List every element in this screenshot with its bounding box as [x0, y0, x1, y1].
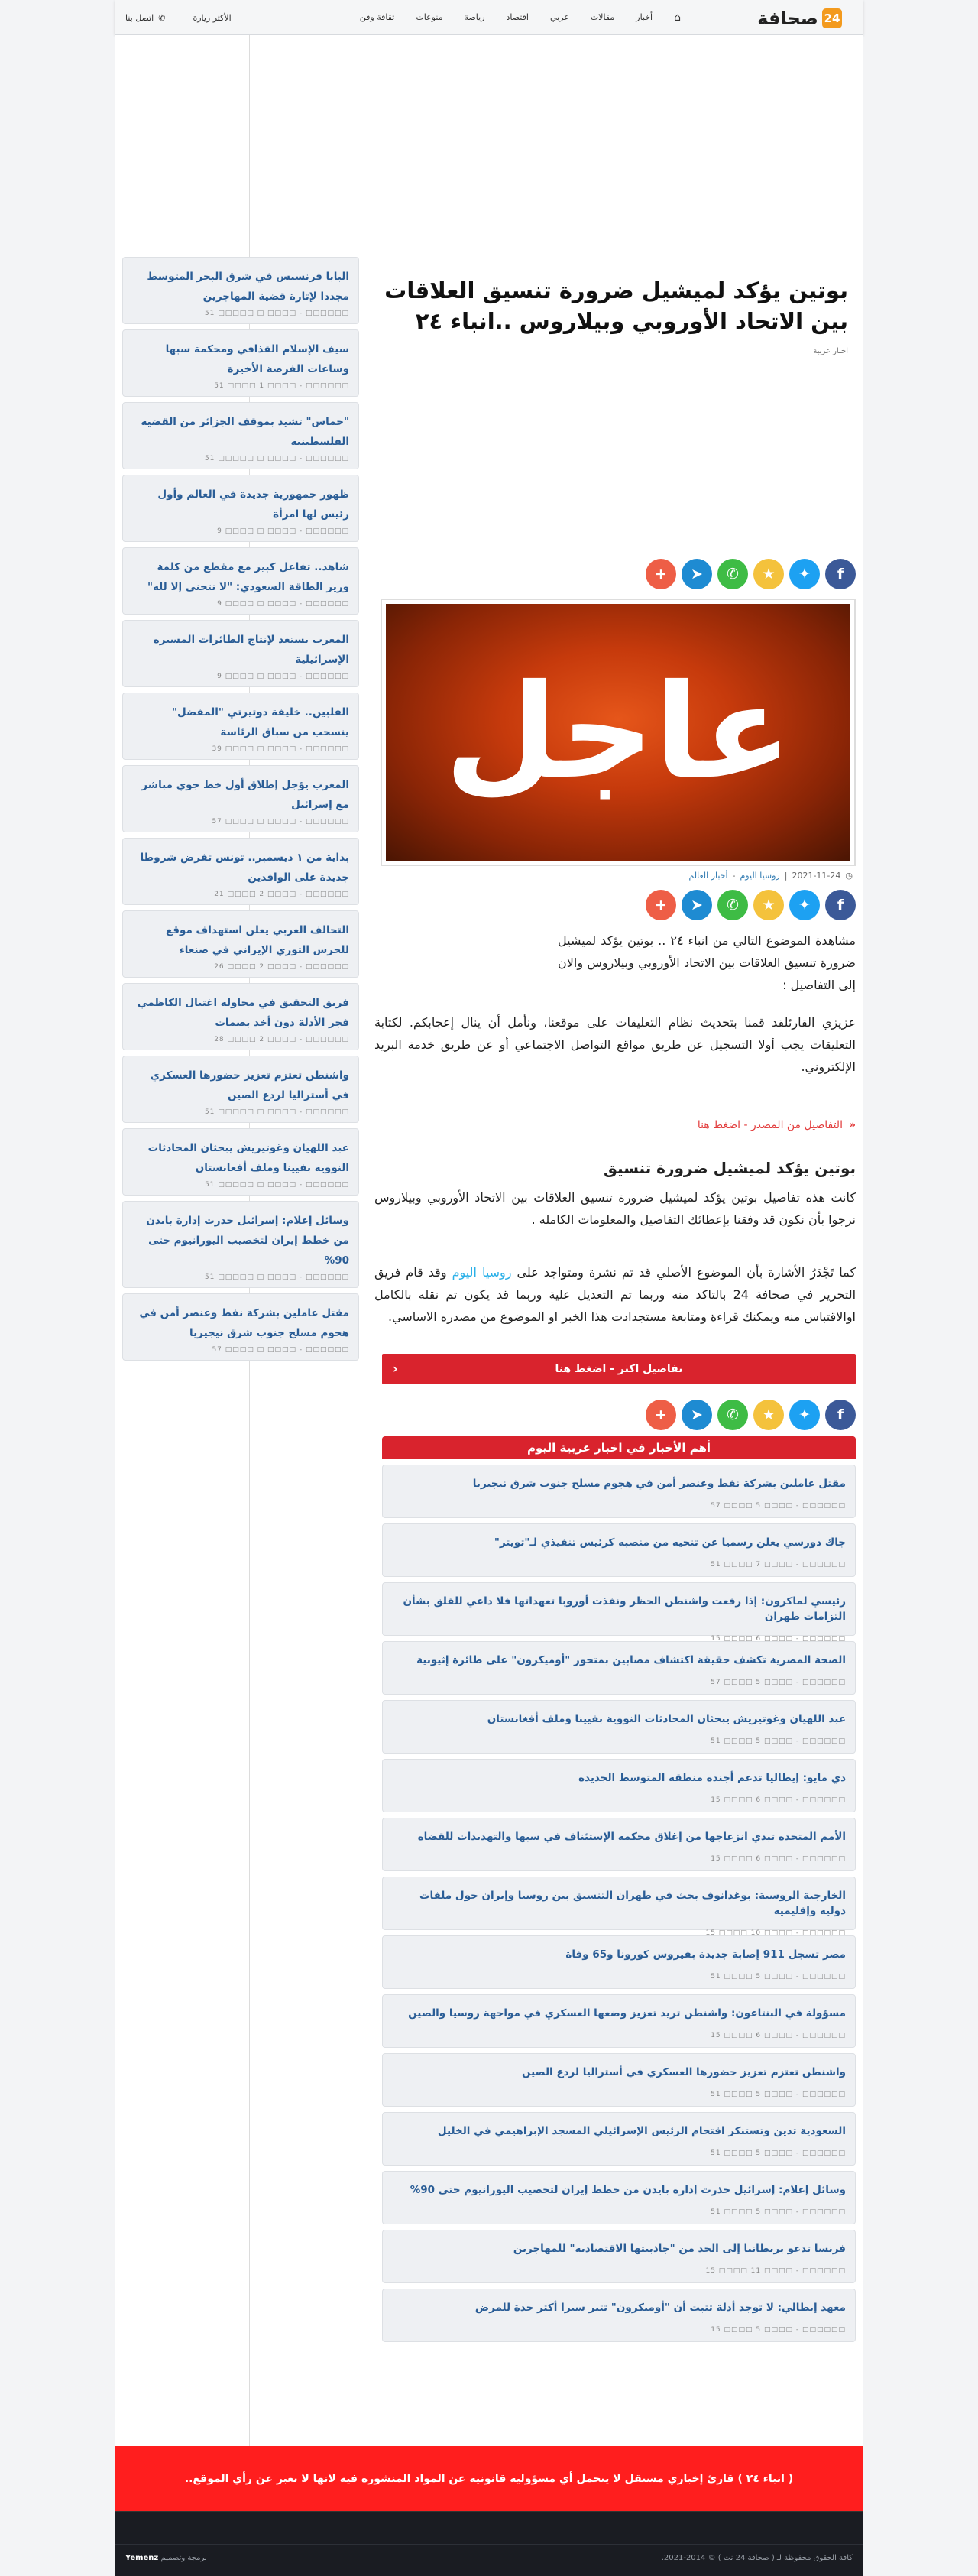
twitter-icon[interactable]: ✦	[789, 559, 820, 589]
hero-image	[381, 599, 856, 866]
top-news-item[interactable]	[382, 1465, 856, 1518]
most-visited-link[interactable]: الأكثر زيارة	[193, 12, 232, 23]
sidebar-news-title[interactable]: شاهد.. تفاعل كبير مع مقطع من كلمة وزير الطاقة السعودي: "لا نتحنى إلا لله"	[147, 561, 349, 593]
top-news-meta: □□□□□□ - □□□□ 5 □□□□ 51	[711, 2091, 846, 2098]
site-logo[interactable]	[757, 7, 842, 30]
star-icon[interactable]: ★	[753, 559, 784, 589]
more-details-button[interactable]	[382, 1354, 856, 1384]
sidebar-news-title[interactable]: المغرب يؤجل إطلاق أول خط جوي مباشر مع إسرائيل	[141, 779, 349, 811]
disclaimer-text: ( انباء ٢٤ ) قارئ إخباري مستقل لا يتحمل أي مسؤولية قانونية عن المواد المنشورة فيه لانها لا تعبر عن رأي الموقع..	[184, 2472, 794, 2485]
sidebar-news-meta: □□□□□□ - □□□□ □ □□□□ 9	[217, 527, 349, 535]
article-intro: مشاهدة الموضوع التالي من انباء ٢٤ .. بوتين يؤكد لميشيل ضرورة تنسيق العلاقات بين الاتحاد الأوروبي وبيلاروس والان إلى التفاصيل :	[558, 933, 856, 992]
top-news-heading: أهم الأخبار في اخبار عربية اليوم	[382, 1436, 856, 1459]
article-date: 2021-11-24	[792, 871, 841, 881]
top-news-meta: □□□□□□ - □□□□ 5 □□□□ 51	[711, 2149, 846, 2157]
sidebar-news-title[interactable]: سيف الإسلام القذافي ومحكمة سبها وساعات الفرصة الأخيرة	[165, 343, 349, 375]
article-source-link[interactable]: روسيا اليوم	[740, 871, 780, 881]
sidebar-news-meta: □□□□□□ - □□□□ 1 □□□□ 51	[214, 382, 349, 390]
top-news-item[interactable]	[382, 1700, 856, 1754]
share-bar-bottom	[374, 1400, 856, 1430]
sidebar-news-title[interactable]: ظهور جمهورية جديدة في العالم وأول رئيس لها امرأة	[157, 488, 349, 521]
copyright-text: كافة الحقوق محفوظة لـ ( صحافة 24 نت ) © 2014-2021.	[661, 2554, 853, 2562]
twitter-icon[interactable]: ✦	[789, 1400, 820, 1430]
sidebar-news-card[interactable]	[122, 329, 359, 397]
top-navbar	[115, 0, 863, 35]
star-icon[interactable]: ★	[753, 890, 784, 920]
plus-icon[interactable]: +	[646, 559, 676, 589]
sidebar-news-title[interactable]: بداية من ١ ديسمبر.. تونس تفرض شروطا جديدة على الوافدين	[140, 852, 349, 884]
top-news-meta: □□□□□□ - □□□□ 5 □□□□ 51	[711, 1973, 846, 1981]
hero-image-word: عاجل	[444, 657, 792, 808]
nav-item-sports[interactable]: رياضة	[464, 12, 485, 22]
footer	[115, 2511, 863, 2576]
sidebar-news-card[interactable]	[122, 910, 359, 978]
contact-link[interactable]	[125, 13, 165, 23]
whatsapp-icon[interactable]: ✆	[717, 559, 748, 589]
sidebar-news-title[interactable]: البابا فرنسيس في شرق البحر المتوسط مجددا لإثارة قضية المهاجرين	[147, 271, 349, 303]
clock-icon: ◷	[845, 871, 853, 881]
article-section-link[interactable]: أخبار العالم	[688, 871, 728, 881]
sidebar-news-meta: □□□□□□ - □□□□ 2 □□□□ 26	[214, 963, 349, 971]
sidebar-news-title[interactable]: "حماس" تشيد بموقف الجزائر من القضية الفلسطينية	[141, 416, 349, 448]
top-news-item[interactable]	[382, 1523, 856, 1577]
nav-item-economy[interactable]: اقتصاد	[506, 12, 529, 22]
plus-icon[interactable]: +	[646, 890, 676, 920]
top-news-title[interactable]: فرنسا تدعو بريطانيا إلى الحد من "جاذبيتها الاقتصادية" للمهاجرين	[513, 2243, 846, 2255]
sidebar	[122, 257, 359, 1366]
sidebar-news-card[interactable]	[122, 765, 359, 832]
article-column	[374, 229, 856, 2342]
source-details-link[interactable]	[374, 1119, 856, 1131]
top-news-item[interactable]	[382, 1818, 856, 1871]
sidebar-news-card[interactable]	[122, 1128, 359, 1196]
sidebar-news-card[interactable]	[122, 402, 359, 469]
facebook-icon[interactable]: f	[825, 1400, 856, 1430]
top-news-title[interactable]: معهد إيطالي: لا توجد أدلة تثبت أن "أوميكرون" تثير سيرا أكثر حدة للمرض	[474, 2302, 846, 2314]
sidebar-news-meta: □□□□□□ - □□□□ 2 □□□□ 28	[214, 1036, 349, 1043]
article-subtitle: بوتين يؤكد لميشيل ضرورة تنسيق	[604, 1159, 856, 1177]
sidebar-news-meta: □□□□□□ - □□□□ □ □□□□ 9	[217, 600, 349, 608]
top-news-meta: □□□□□□ - □□□□ 7 □□□□ 51	[711, 1561, 846, 1569]
nav-item-arab[interactable]: عربي	[549, 12, 569, 22]
top-news-meta: □□□□□□ - □□□□ 6 □□□□ 15	[711, 1855, 846, 1863]
top-news-item[interactable]	[382, 1641, 856, 1695]
sidebar-news-title[interactable]: عبد اللهيان وغوتيريش يبحثان المحادثات النووية بفيينا وملف أفغانستان	[147, 1142, 349, 1174]
sidebar-news-title[interactable]: مقتل عاملين بشركة نفط وعنصر أمن في هجوم مسلح جنوب شرق نيجيريا	[139, 1307, 349, 1339]
telegram-icon[interactable]: ➤	[682, 890, 712, 920]
contact-label: اتصل بنا	[125, 12, 154, 23]
sidebar-news-card[interactable]	[122, 983, 359, 1050]
sidebar-news-card[interactable]	[122, 1293, 359, 1361]
plus-icon[interactable]: +	[646, 1400, 676, 1430]
more-details-label: تفاصيل اكثر - اضغط هنا	[555, 1363, 683, 1375]
top-news-item[interactable]	[382, 1935, 856, 1989]
top-news-list	[374, 1465, 856, 2342]
top-news-item[interactable]	[382, 1759, 856, 1812]
top-news-meta: □□□□□□ - □□□□ 10 □□□□ 15	[705, 1929, 846, 1937]
article-category[interactable]: اخبار عربية	[813, 347, 848, 355]
sidebar-news-card[interactable]	[122, 1056, 359, 1123]
attribution-text-a: كما تَجْدَرُ الأشارة بأن الموضوع الأصلي قد تم نشرة ومتواجد على	[511, 1265, 857, 1280]
top-news-title[interactable]: مقتل عاملين بشركة نفط وعنصر أمن في هجوم مسلح جنوب شرق نيجيريا	[472, 1478, 846, 1490]
top-news-item[interactable]	[382, 2230, 856, 2283]
top-news-title[interactable]: وسائل إعلام: إسرائيل حذرت إدارة بايدن من خطط إيران لتخصيب اليورانيوم حتى 90%	[410, 2184, 846, 2196]
logo-badge: 24	[822, 8, 842, 28]
sidebar-news-title[interactable]: الفلبين.. خليفة دوتيرتي "المفضل" ينسحب من سباق الرئاسة	[171, 706, 349, 738]
credit-name[interactable]: Yemenz	[125, 2554, 159, 2562]
whatsapp-icon[interactable]: ✆	[717, 890, 748, 920]
source-details-label: التفاصيل من المصدر - اضغط هنا	[697, 1119, 843, 1131]
sidebar-news-meta: □□□□□□ - □□□□ □ □□□□□ 51	[204, 1181, 349, 1189]
phone-icon: ✆	[158, 12, 166, 23]
facebook-icon[interactable]: f	[825, 890, 856, 920]
sidebar-news-card[interactable]	[122, 257, 359, 324]
chevron-left-icon: ‹	[393, 1361, 398, 1376]
top-news-title[interactable]: مصر تسجل 911 إصابة جديدة بفيروس كورونا و65 وفاة	[565, 1948, 846, 1961]
sidebar-news-meta: □□□□□□ - □□□□ □ □□□□□ 51	[204, 455, 349, 462]
star-icon[interactable]: ★	[753, 1400, 784, 1430]
article-attribution	[374, 1261, 856, 1328]
telegram-icon[interactable]: ➤	[682, 559, 712, 589]
twitter-icon[interactable]: ✦	[789, 890, 820, 920]
whatsapp-icon[interactable]: ✆	[717, 1400, 748, 1430]
sidebar-news-meta: □□□□□□ - □□□□ □ □□□□□ 51	[204, 1108, 349, 1116]
top-news-title[interactable]: دي مايو: إيطاليا تدعم أجندة منطقة المتوسط الجديدة	[578, 1772, 846, 1784]
top-news-meta: □□□□□□ - □□□□ 6 □□□□ 15	[711, 1796, 846, 1804]
top-news-meta: □□□□□□ - □□□□ 6 □□□□ 15	[711, 2032, 846, 2039]
top-news-title[interactable]: رئيسي لماكرون: إذا رفعت واشنطن الحظر ونفذت أوروبا تعهداتها فلا داعي للقلق بشأن التزامات طهران	[403, 1595, 846, 1623]
sidebar-news-title[interactable]: فريق التحقيق في محاولة اغتيال الكاظمي فجر الأدلة دون أخذ بصمات	[137, 997, 349, 1029]
sidebar-news-card[interactable]	[122, 693, 359, 760]
attribution-text-b: وقد قام فريق التحرير في صحافة 24 بالتاكد منه وربما تم التعديل علية وربما قد يكون تم نقله بالكامل اوالاقتباس منه ويمكنك قراءة ومتابعة مستجدادت هذا الخبر او الموضوع من مصدره الاساسي.	[374, 1265, 857, 1324]
top-news-meta: □□□□□□ - □□□□ 5 □□□□ 57	[711, 1502, 846, 1510]
nav-item-news[interactable]: أخبار	[636, 12, 653, 22]
top-news-meta: □□□□□□ - □□□□ 5 □□□□ 51	[711, 2208, 846, 2216]
main-menu	[349, 0, 691, 35]
sidebar-news-title[interactable]: التحالف العربي يعلن استهداف موقع للحرس الثوري الإيراني في صنعاء	[165, 924, 349, 956]
home-icon[interactable]: ⌂	[674, 11, 681, 24]
telegram-icon[interactable]: ➤	[682, 1400, 712, 1430]
comments-notice: عزيزي القارئلقد قمنا بتحديث نظام التعليقات على موقعنا، ونأمل أن ينال إعجابكم. لكتابة التعليقات يجب أولا التسجيل عن طريق مواقع التواصل الاجتماعي أو عن طريق خدمة البريد الإلكتروني.	[374, 1015, 856, 1074]
top-news-title[interactable]: مسؤولة في البنتاغون: واشنطن تريد تعزيز وضعها العسكري في مواجهة روسيا والصين	[408, 2007, 846, 2020]
nav-secondary	[125, 0, 232, 35]
top-news-title[interactable]: الأمم المتحدة تبدي انزعاجها من إغلاق محكمة الإستئناف في سبها والتهديدات للقضاة	[417, 1831, 846, 1843]
attribution-source-link[interactable]: روسيا اليوم	[452, 1265, 512, 1280]
top-news-item[interactable]	[382, 2053, 856, 2107]
top-news-title[interactable]: الخارجية الروسية: بوغدانوف بحث في طهران التنسيق بين روسيا وإيران حول ملفات دولية وإقليمية	[419, 1890, 846, 1917]
footer-disclaimer	[115, 2446, 863, 2511]
sidebar-news-title[interactable]: المغرب يستعد لإنتاج الطائرات المسيرة الإسرائيلية	[153, 634, 349, 666]
top-news-title[interactable]: عبد اللهيان وغوتيريش يبحثان المحادثات النووية بفيينا وملف أفغانستان	[487, 1713, 846, 1725]
footer-divider	[115, 2544, 863, 2545]
share-bar-middle	[374, 890, 856, 920]
sidebar-news-meta: □□□□□□ - □□□□ □ □□□□ 57	[212, 818, 349, 826]
facebook-icon[interactable]: f	[825, 559, 856, 589]
sidebar-news-card[interactable]	[122, 620, 359, 687]
top-news-item[interactable]	[382, 1582, 856, 1643]
sidebar-news-meta: □□□□□□ - □□□□ □ □□□□ 57	[212, 1346, 349, 1354]
double-chevron-icon: «	[848, 1119, 856, 1131]
sidebar-news-meta: □□□□□□ - □□□□ □ □□□□□ 51	[204, 310, 349, 317]
sidebar-news-meta: □□□□□□ - □□□□ 2 □□□□ 21	[214, 891, 349, 898]
top-news-meta: □□□□□□ - □□□□ 11 □□□□ 15	[705, 2267, 846, 2275]
top-news-item[interactable]	[382, 2171, 856, 2224]
sidebar-news-title[interactable]: وسائل إعلام: إسرائيل حذرت إدارة بايدن من خطط إيران لتخصيب اليورانيوم حتى 90%	[146, 1215, 349, 1267]
top-news-item[interactable]	[382, 1877, 856, 1937]
sidebar-news-meta: □□□□□□ - □□□□ □ □□□□ 39	[212, 745, 349, 753]
sidebar-news-card[interactable]	[122, 475, 359, 542]
top-news-meta: □□□□□□ - □□□□ 5 □□□□ 15	[711, 2326, 846, 2334]
nav-item-culture[interactable]: ثقافة وفن	[359, 12, 395, 22]
credit-label: برمجة وتصميم	[160, 2554, 207, 2562]
top-news-title[interactable]: السعودية تدين وتستنكر اقتحام الرئيس الإسرائيلي المسجد الإبراهيمي في الخليل	[437, 2125, 846, 2137]
top-news-title[interactable]: جاك دورسي يعلن رسميا عن تنحيه من منصبه كرئيس تنفيذي لـ"تويتر"	[494, 1536, 846, 1549]
credit	[125, 2554, 207, 2562]
top-news-meta: □□□□□□ - □□□□ 5 □□□□ 51	[711, 1737, 846, 1745]
top-news-item[interactable]	[382, 2112, 856, 2166]
top-news-meta: □□□□□□ - □□□□ 5 □□□□ 57	[711, 1679, 846, 1686]
sidebar-news-meta: □□□□□□ - □□□□ □ □□□□ 9	[217, 673, 349, 680]
article-title: بوتين يؤكد لميشيل ضرورة تنسيق العلاقات بين الاتحاد الأوروبي وبيلاروس ..انباء ٢٤	[384, 277, 848, 334]
sidebar-news-meta: □□□□□□ - □□□□ □ □□□□□ 51	[204, 1273, 349, 1281]
article-meta: ◷ 2021-11-24 | روسيا اليوم - أخبار العالم	[688, 871, 853, 881]
logo-text: صحافة	[757, 8, 818, 29]
article-summary: كانت هذه تفاصيل بوتين يؤكد لميشيل ضرورة تنسيق العلاقات بين الاتحاد الأوروبي وبيلاروس نرجوا بأن نكون قد وفقنا بإعطائك التفاصيل والمعلومات الكامله .	[374, 1190, 856, 1227]
sidebar-news-title[interactable]: واشنطن تعتزم تعزيز حضورها العسكري في أستراليا لردع الصين	[150, 1069, 349, 1101]
sidebar-news-card[interactable]	[122, 838, 359, 905]
top-news-item[interactable]	[382, 1994, 856, 2048]
top-news-meta: □□□□□□ - □□□□ 6 □□□□ 15	[711, 1635, 846, 1643]
top-news-title[interactable]: واشنطن تعتزم تعزيز حضورها العسكري في أستراليا لردع الصين	[522, 2066, 846, 2078]
sidebar-news-card[interactable]	[122, 547, 359, 615]
sidebar-news-card[interactable]	[122, 1201, 359, 1288]
top-news-title[interactable]: الصحة المصرية تكشف حقيقة اكتشاف مصابين بمتحور "أوميكرون" على طائرة إثيوبية	[416, 1654, 846, 1666]
nav-item-articles[interactable]: مقالات	[590, 12, 615, 22]
top-news-item[interactable]	[382, 2289, 856, 2342]
share-bar-top	[374, 559, 856, 589]
nav-item-misc[interactable]: منوعات	[416, 12, 443, 22]
